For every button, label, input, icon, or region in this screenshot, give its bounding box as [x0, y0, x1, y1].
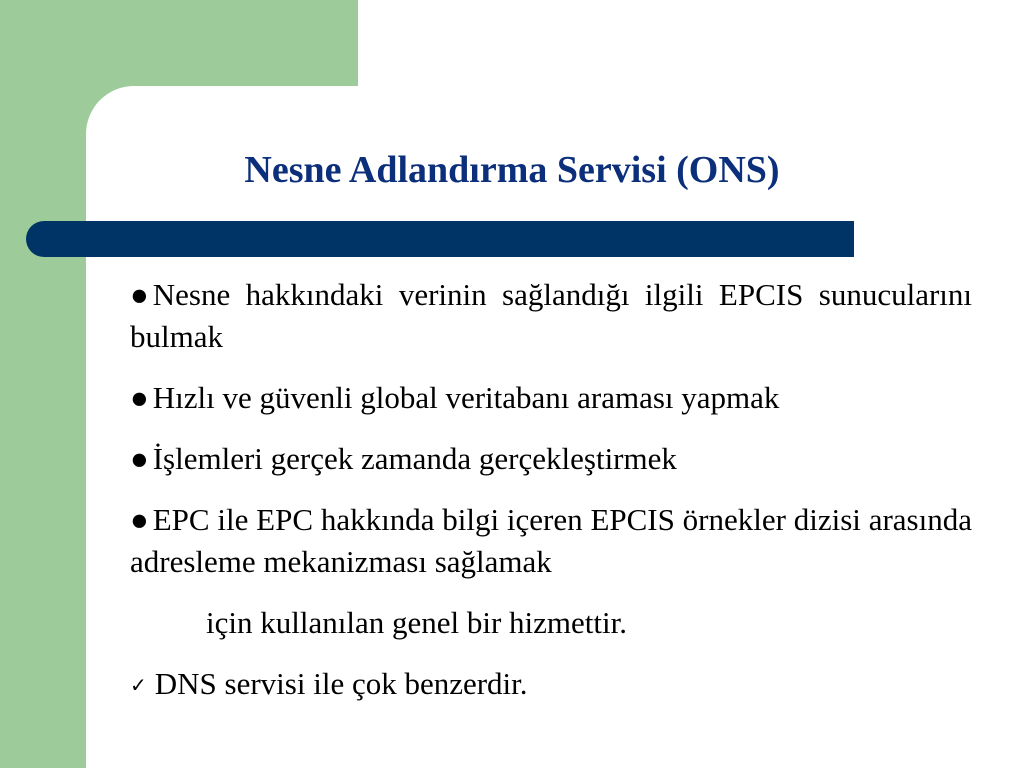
title-underline-bar	[26, 221, 854, 257]
bullet-icon: ●	[130, 502, 149, 537]
note-text: DNS servisi ile çok benzerdir.	[154, 666, 528, 701]
slide-title: Nesne Adlandırma Servisi (ONS)	[244, 149, 780, 191]
check-mark-icon: ✓	[130, 673, 147, 697]
slide-body	[130, 274, 972, 725]
bullet-text: İşlemleri gerçek zamanda gerçekleştirmek	[152, 441, 677, 476]
bullet-text: EPC ile EPC hakkında bilgi içeren EPCIS örnekler dizisi arasında adresleme mekanizması sağlamak	[130, 502, 972, 579]
bullet-item	[130, 499, 972, 583]
bullet-text: Hızlı ve güvenli global veritabanı araması yapmak	[152, 380, 780, 415]
bullet-icon: ●	[130, 441, 149, 476]
summary-line: için kullanılan genel bir hizmettir.	[206, 605, 627, 640]
bullet-icon: ●	[130, 277, 149, 312]
bullet-text: Nesne hakkındaki verinin sağlandığı ilgili EPCIS sunucularını bulmak	[130, 277, 972, 354]
bullet-item	[130, 438, 972, 480]
bullet-item	[130, 274, 972, 358]
note-item	[130, 663, 972, 706]
bullet-item	[130, 377, 972, 419]
bullet-icon: ●	[130, 380, 149, 415]
